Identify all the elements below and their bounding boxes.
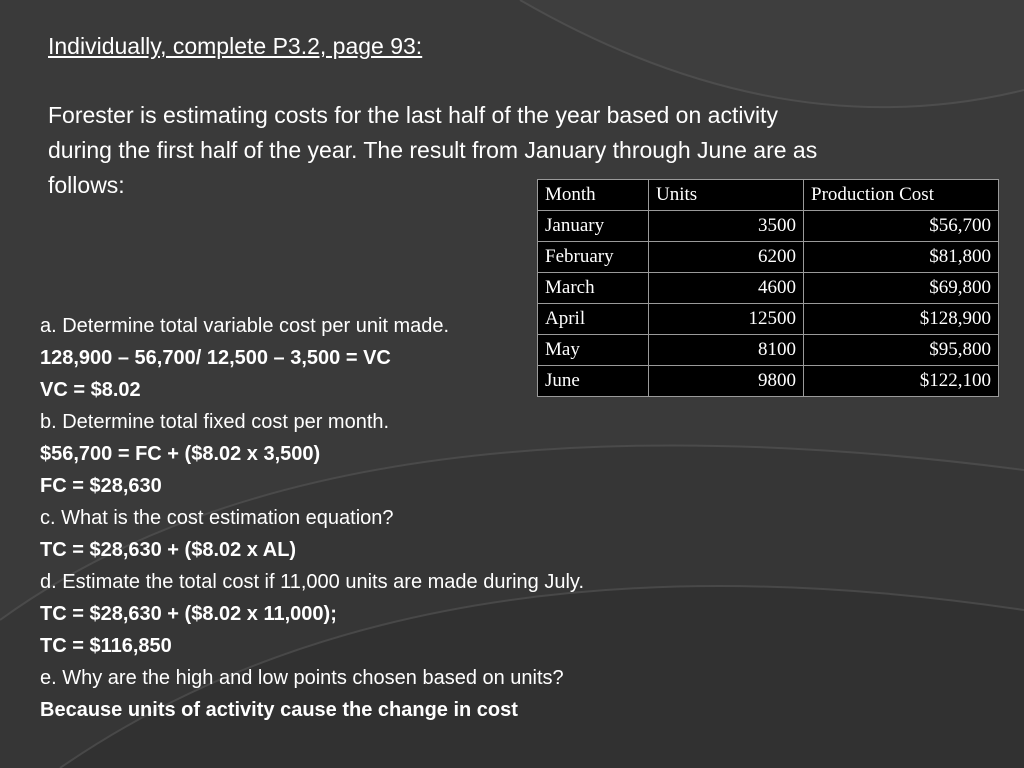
answer-a-result: VC = $8.02 <box>40 379 141 401</box>
answers-section <box>40 310 584 726</box>
cell-cost: $122,100 <box>804 366 999 397</box>
cell-cost: $69,800 <box>804 273 999 304</box>
production-cost-table <box>537 179 999 397</box>
cell-cost: $95,800 <box>804 335 999 366</box>
cell-cost: $56,700 <box>804 211 999 242</box>
question-d: d. Estimate the total cost if 11,000 units are made during July. <box>40 571 584 593</box>
answer-d-result: TC = $116,850 <box>40 635 172 657</box>
question-e: e. Why are the high and low points chosen based on units? <box>40 667 564 689</box>
table-row <box>538 366 999 397</box>
cell-cost: $128,900 <box>804 304 999 335</box>
intro-line: during the first half of the year. The result from January through June are as <box>48 137 818 163</box>
answer-a-work: 128,900 – 56,700/ 12,500 – 3,500 = VC <box>40 347 391 369</box>
slide-heading: Individually, complete P3.2, page 93: <box>48 33 423 59</box>
table-row <box>538 273 999 304</box>
cell-units: 12500 <box>649 304 804 335</box>
answer-e-result: Because units of activity cause the change in cost <box>40 699 518 721</box>
table-header-row <box>538 180 999 211</box>
cell-month: March <box>538 273 649 304</box>
cell-units: 4600 <box>649 273 804 304</box>
answer-b-result: FC = $28,630 <box>40 475 162 497</box>
intro-line: follows: <box>48 172 125 198</box>
cell-units: 3500 <box>649 211 804 242</box>
cell-cost: $81,800 <box>804 242 999 273</box>
cell-month: February <box>538 242 649 273</box>
header-units: Units <box>649 180 804 211</box>
cell-units: 9800 <box>649 366 804 397</box>
answer-b-work: $56,700 = FC + ($8.02 x 3,500) <box>40 443 321 465</box>
cell-month: April <box>538 304 649 335</box>
table-row <box>538 211 999 242</box>
cell-units: 6200 <box>649 242 804 273</box>
cell-month: January <box>538 211 649 242</box>
question-b: b. Determine total fixed cost per month. <box>40 411 390 433</box>
table-row <box>538 242 999 273</box>
cell-units: 8100 <box>649 335 804 366</box>
intro-line: Forester is estimating costs for the last half of the year based on activity <box>48 102 778 128</box>
table-row <box>538 335 999 366</box>
question-c: c. What is the cost estimation equation? <box>40 507 394 529</box>
header-production-cost: Production Cost <box>804 180 999 211</box>
answer-d-work: TC = $28,630 + ($8.02 x 11,000); <box>40 603 337 625</box>
answer-c-result: TC = $28,630 + ($8.02 x AL) <box>40 539 297 561</box>
header-month: Month <box>538 180 649 211</box>
table-row <box>538 304 999 335</box>
question-a: a. Determine total variable cost per unit made. <box>40 315 450 337</box>
cell-month: May <box>538 335 649 366</box>
cell-month: June <box>538 366 649 397</box>
